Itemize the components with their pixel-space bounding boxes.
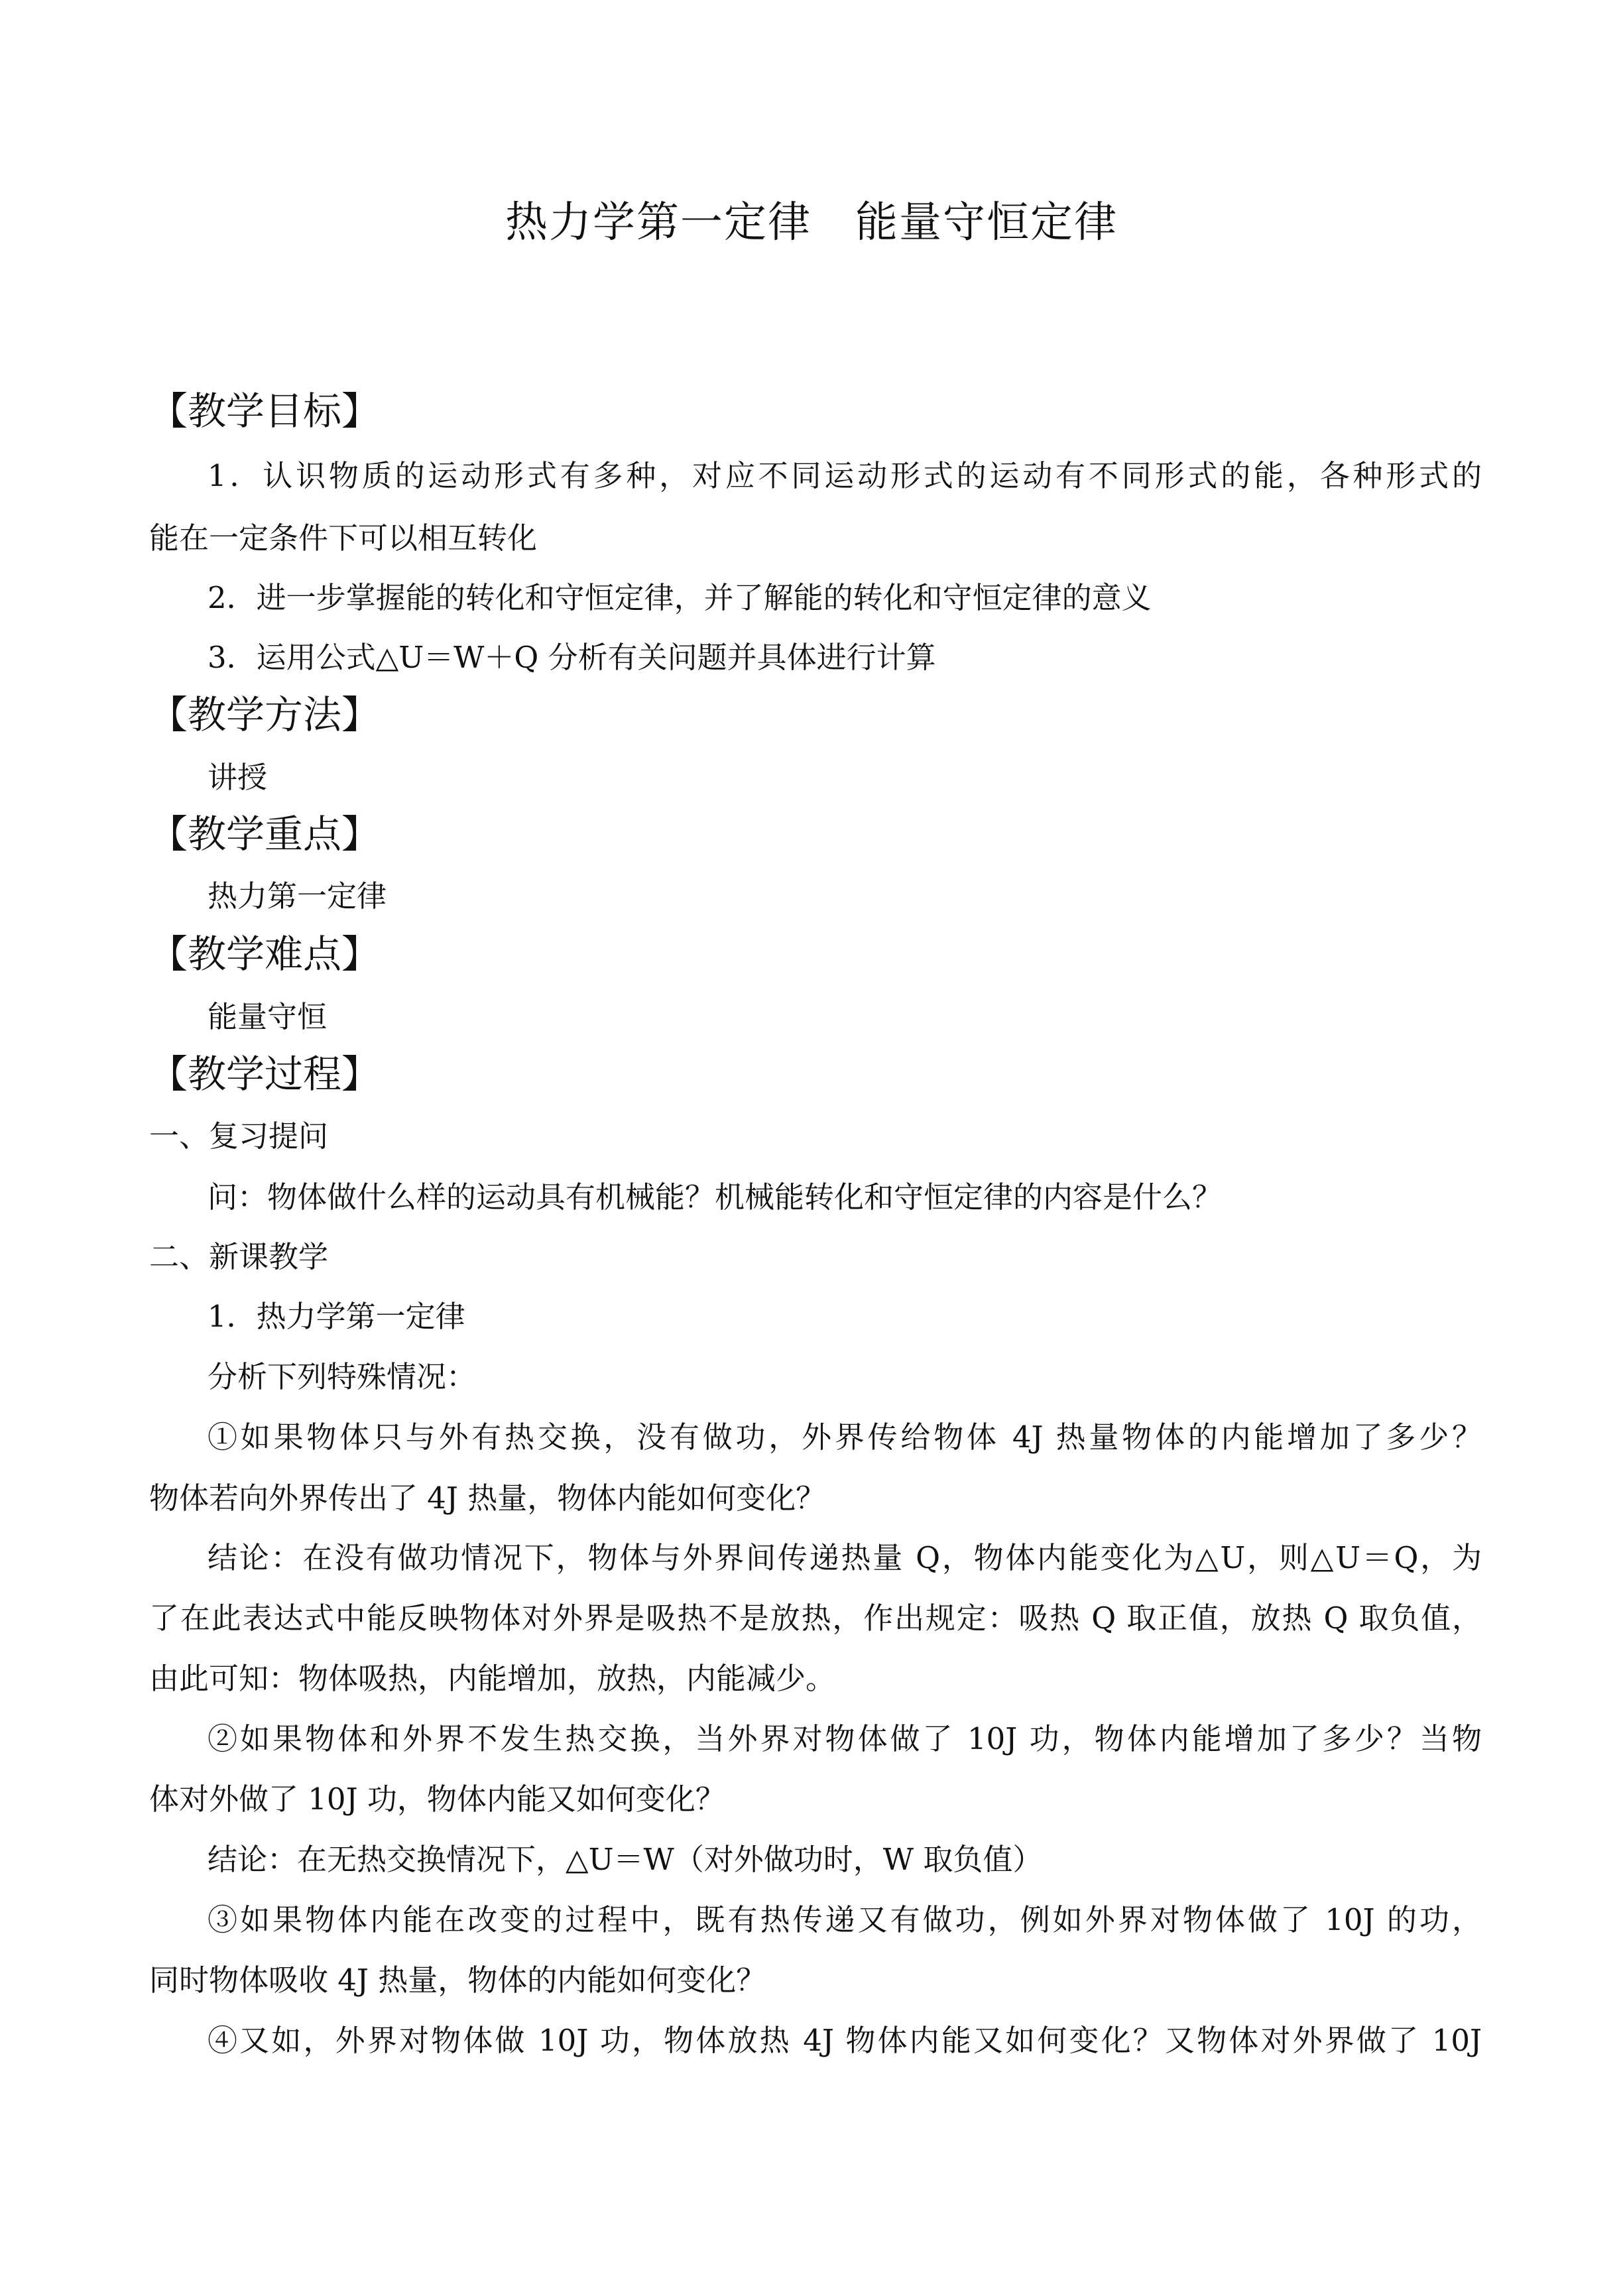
- case-3-line-1: ③如果物体内能在改变的过程中，既有热传递又有做功，例如外界对物体做了 10J 的功，: [208, 1902, 1482, 1937]
- conclusion-2: 结论：在无热交换情况下，△U＝W（对外做功时，W 取负值）: [208, 1842, 1043, 1877]
- objective-3: 3．运用公式△U＝W＋Q 分析有关问题并具体进行计算: [208, 640, 936, 675]
- new-lesson-heading: 二、新课教学: [149, 1239, 329, 1274]
- key-point-text: 热力第一定律: [208, 878, 387, 914]
- heading-difficulty: 【教学难点】: [149, 932, 381, 977]
- heading-process: 【教学过程】: [149, 1052, 381, 1097]
- objective-2: 2．进一步掌握能的转化和守恒定律，并了解能的转化和守恒定律的意义: [208, 580, 1152, 615]
- objective-1-line-2: 能在一定条件下可以相互转化: [149, 520, 538, 556]
- heading-objectives: 【教学目标】: [149, 389, 381, 434]
- objective-1-line-1: 1．认识物质的运动形式有多种，对应不同运动形式的运动有不同形式的能，各种形式的: [208, 458, 1482, 493]
- case-1-line-2: 物体若向外界传出了 4J 热量，物体内能如何变化？: [149, 1480, 826, 1516]
- review-heading: 一、复习提问: [149, 1118, 329, 1154]
- conclusion-1-line-1: 结论：在没有做功情况下，物体与外界间传递热量 Q，物体内能变化为△U，则△U＝Q，为: [208, 1540, 1482, 1575]
- method-text: 讲授: [208, 760, 268, 795]
- case-2-line-2: 体对外做了 10J 功，物体内能又如何变化？: [149, 1782, 725, 1817]
- law-heading: 1．热力学第一定律: [208, 1299, 465, 1334]
- case-4-line-1: ④又如，外界对物体做 10J 功，物体放热 4J 物体内能又如何变化？又物体对外界做了 10J: [208, 2023, 1482, 2058]
- review-question: 问：物体做什么样的运动具有机械能？机械能转化和守恒定律的内容是什么？: [208, 1179, 1223, 1215]
- heading-method: 【教学方法】: [149, 692, 381, 737]
- page-title: 热力学第一定律 能量守恒定律: [505, 198, 1118, 247]
- conclusion-1-line-2: 了在此表达式中能反映物体对外界是吸热不是放热，作出规定：吸热 Q 取正值，放热 Q 取负值，: [149, 1601, 1482, 1636]
- case-1-line-1: ①如果物体只与外有热交换，没有做功，外界传给物体 4J 热量物体的内能增加了多少？: [208, 1420, 1482, 1455]
- difficulty-text: 能量守恒: [208, 999, 328, 1034]
- case-2-line-1: ②如果物体和外界不发生热交换，当外界对物体做了 10J 功，物体内能增加了多少？当物: [208, 1721, 1482, 1756]
- case-3-line-2: 同时物体吸收 4J 热量，物体的内能如何变化？: [149, 1963, 766, 1998]
- analysis-intro: 分析下列特殊情况：: [208, 1359, 477, 1394]
- conclusion-1-line-3: 由此可知：物体吸热，内能增加，放热，内能减少。: [149, 1661, 836, 1696]
- heading-key-point: 【教学重点】: [149, 812, 381, 857]
